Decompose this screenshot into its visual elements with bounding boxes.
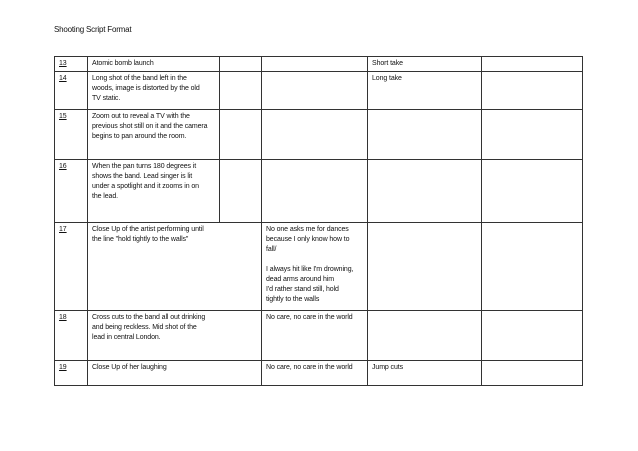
- shot-note: [368, 110, 482, 160]
- empty-cell: [482, 160, 583, 223]
- table-row: [55, 223, 583, 311]
- shot-description: When the pan turns 180 degrees it shows the band. Lead singer is lit under a spotlight and it zooms in on the lead.: [88, 160, 220, 223]
- lyrics-cell: [262, 57, 368, 72]
- shot-number: 15: [55, 110, 88, 160]
- table-row: [55, 72, 583, 110]
- page-title: Shooting Script Format: [54, 25, 132, 34]
- shot-number: 13: [55, 57, 88, 72]
- shot-description: Close Up of her laughing: [88, 361, 262, 386]
- shot-note: Short take: [368, 57, 482, 72]
- table-row: [55, 361, 583, 386]
- shot-description: Atomic bomb launch: [88, 57, 220, 72]
- shot-description: Zoom out to reveal a TV with the previous shot still on it and the camera begins to pan around the room.: [88, 110, 220, 160]
- shot-note: [368, 223, 482, 311]
- empty-cell: [220, 57, 262, 72]
- empty-cell: [482, 361, 583, 386]
- shot-number: 17: [55, 223, 88, 311]
- table-row: [55, 110, 583, 160]
- empty-cell: [220, 72, 262, 110]
- table-row: [55, 311, 583, 361]
- lyrics-cell: No care, no care in the world: [262, 361, 368, 386]
- empty-cell: [220, 110, 262, 160]
- shot-number: 18: [55, 311, 88, 361]
- shot-description: Close Up of the artist performing until the line "hold tightly to the walls": [88, 223, 262, 311]
- shot-number: 19: [55, 361, 88, 386]
- shot-number: 14: [55, 72, 88, 110]
- empty-cell: [482, 57, 583, 72]
- lyrics-cell: No one asks me for dances because I only know how to fall/ I always hit like I'm drowning, dead arms around him I'd rather stand still, hold tightly to the walls: [262, 223, 368, 311]
- empty-cell: [482, 72, 583, 110]
- lyrics-cell: [262, 160, 368, 223]
- empty-cell: [220, 160, 262, 223]
- shot-note: Jump cuts: [368, 361, 482, 386]
- empty-cell: [482, 223, 583, 311]
- table-row: [55, 160, 583, 223]
- shooting-script-table: [54, 56, 583, 386]
- empty-cell: [482, 311, 583, 361]
- shot-note: [368, 311, 482, 361]
- shot-note: Long take: [368, 72, 482, 110]
- table-row: [55, 57, 583, 72]
- shot-number: 16: [55, 160, 88, 223]
- lyrics-cell: [262, 110, 368, 160]
- lyrics-cell: [262, 72, 368, 110]
- lyrics-cell: No care, no care in the world: [262, 311, 368, 361]
- shot-note: [368, 160, 482, 223]
- empty-cell: [482, 110, 583, 160]
- shot-description: Long shot of the band left in the woods, image is distorted by the old TV static.: [88, 72, 220, 110]
- shot-description: Cross cuts to the band all out drinking and being reckless. Mid shot of the lead in central London.: [88, 311, 262, 361]
